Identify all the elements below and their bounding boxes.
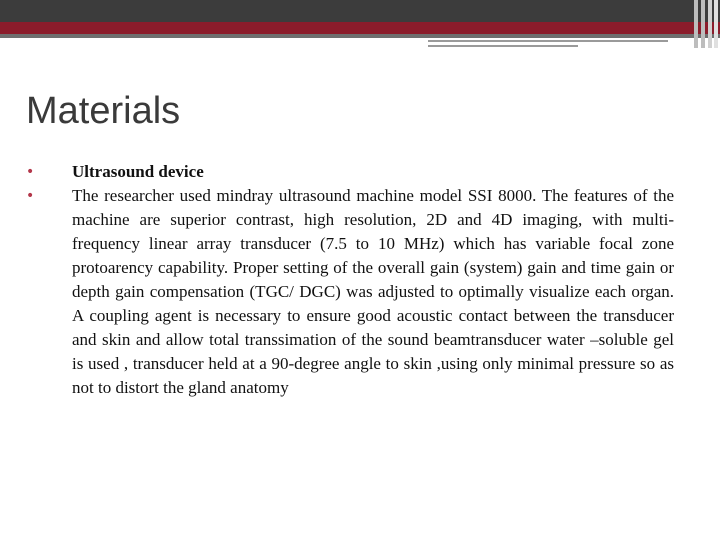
bullet-text: The researcher used mindray ultrasound machine model SSI 8000. The features of the machine are superior contrast, high resolution, 2D and 4D imaging, with multi-frequency linear array transducer (7.5 to 10 MHz) which has variable focal zone protoarency capability. Proper setting of the overall gain (system) gain and time gain or depth gain compensation (TGC/ DGC) was adjusted to optimally visualize each organ. A coupling agent is necessary to ensure good acoustic contact between the transducer and skin and allow total transsimation of the sound beamtransducer water –soluble gel is used , transducer held at a 90-degree angle to skin ,using only minimal pressure so as not to distort the gland anatomy (72, 186, 674, 397)
header-accent-band (0, 22, 720, 34)
decor-line (428, 40, 668, 42)
bullet-list (26, 160, 674, 400)
decor-strip (708, 0, 712, 48)
decor-line (428, 45, 578, 47)
header-grey-band (0, 34, 720, 38)
decor-strip (694, 0, 698, 48)
header-dark-band (0, 0, 720, 22)
slide-title: Materials (26, 90, 181, 132)
bullet-item (26, 184, 674, 400)
bullet-icon: • (26, 164, 35, 180)
decor-strip (714, 0, 718, 48)
bullet-icon: • (26, 188, 35, 204)
bullet-item (26, 160, 674, 184)
decor-strip (701, 0, 705, 48)
bullet-text: Ultrasound device (72, 162, 204, 181)
